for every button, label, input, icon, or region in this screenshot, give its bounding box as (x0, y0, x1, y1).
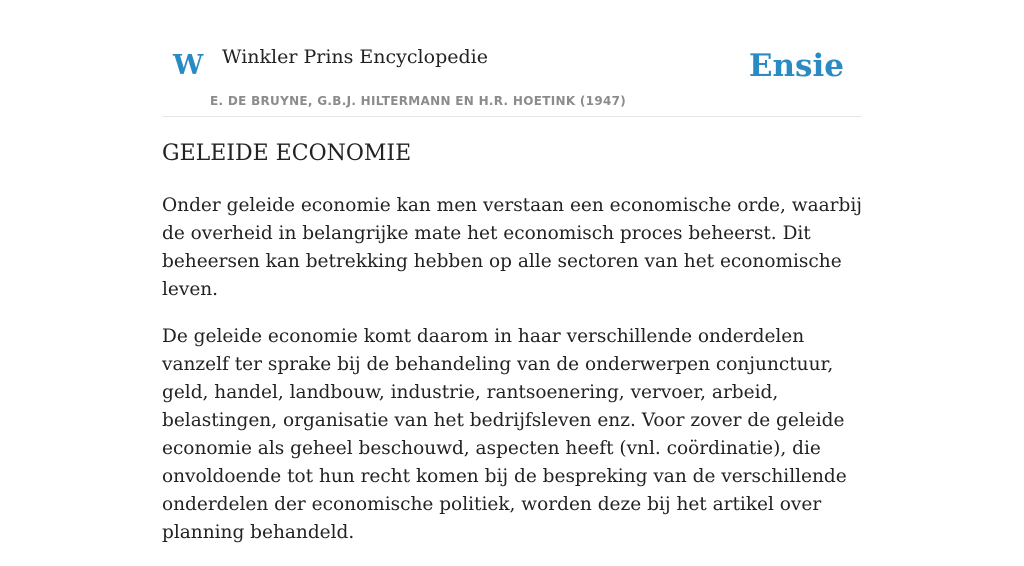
paragraph: De geleide economie komt daarom in haar verschillende onderdelen vanzelf ter sprake bij de behandeling van de onderwerpen conjunctuur, geld, handel, landbouw, industrie, rantsoenering, vervoer, arbeid, belastingen, organisatie van het bedrijfsleven enz. Voor zover de geleide economie als geheel beschouwd, aspecten heeft (vnl. coördinatie), die onvoldoende tot hun recht komen bij de bespreking van de verschillende onderdelen der economische politiek, worden deze bij het artikel over planning behandeld. (162, 326, 847, 543)
authors-line: E. DE BRUYNE, G.B.J. HILTERMANN EN H.R. HOETINK (1947) (210, 94, 627, 108)
header (162, 0, 862, 117)
winkler-prins-logo[interactable]: W (173, 50, 204, 81)
article-body (162, 192, 862, 566)
source-title[interactable]: Winkler Prins Encyclopedie (222, 46, 488, 68)
article-title: GELEIDE ECONOMIE (162, 141, 412, 166)
ensie-logo[interactable]: Ensie (748, 48, 844, 84)
paragraph: Onder geleide economie kan men verstaan een economische orde, waarbij de overheid in belangrijke mate het economisch proces beheerst. Dit beheersen kan betrekking hebben op alle sectoren van het economische leven. (162, 195, 862, 300)
